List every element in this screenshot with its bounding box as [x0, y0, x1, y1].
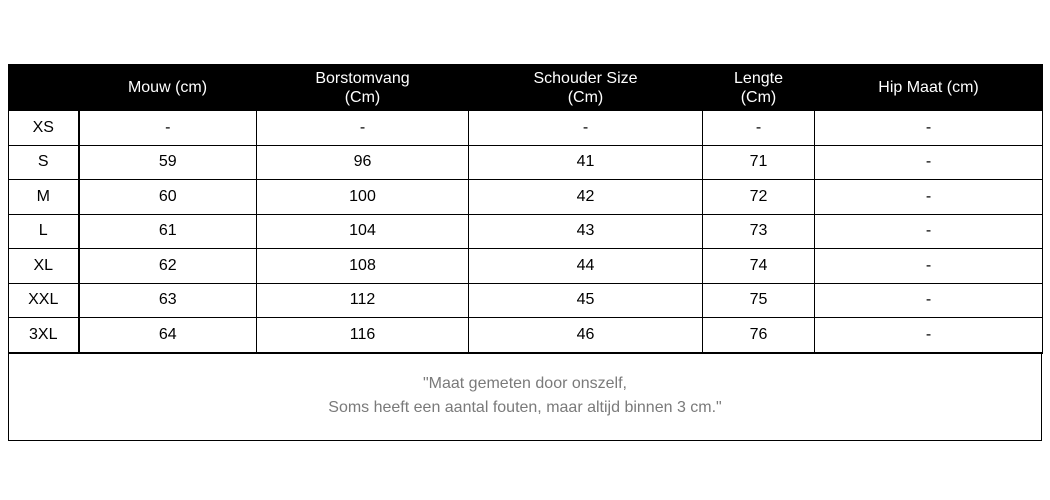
cell-size: S	[9, 145, 79, 180]
cell-sleeve: -	[79, 111, 257, 146]
cell-chest: 116	[257, 318, 469, 353]
cell-chest: 108	[257, 249, 469, 284]
cell-length: 72	[703, 180, 815, 215]
cell-chest: 100	[257, 180, 469, 215]
size-chart-body	[9, 111, 1043, 353]
cell-length: 76	[703, 318, 815, 353]
table-row	[9, 111, 1043, 146]
note-line-1: "Maat gemeten door onszelf,	[422, 375, 627, 392]
header-unit: (Cm)	[740, 88, 777, 106]
cell-length: -	[703, 111, 815, 146]
header-unit: (Cm)	[344, 88, 381, 106]
cell-hip: -	[815, 249, 1043, 284]
cell-sleeve: 59	[79, 145, 257, 180]
cell-size: M	[9, 180, 79, 215]
cell-chest: 112	[257, 283, 469, 318]
cell-shoulder: 42	[469, 180, 703, 215]
note-line-2: Soms heeft een aantal fouten, maar altijd binnen 3 cm."	[328, 399, 722, 416]
cell-sleeve: 64	[79, 318, 257, 353]
header-cell-hip	[815, 65, 1043, 111]
cell-chest: 96	[257, 145, 469, 180]
size-chart-table	[8, 64, 1043, 354]
table-row	[9, 180, 1043, 215]
header-cell-sleeve	[79, 65, 257, 111]
cell-hip: -	[815, 180, 1043, 215]
header-cell-chest	[257, 65, 469, 111]
header-cell-length	[703, 65, 815, 111]
table-row	[9, 283, 1043, 318]
table-row	[9, 214, 1043, 249]
cell-length: 73	[703, 214, 815, 249]
cell-shoulder: 45	[469, 283, 703, 318]
cell-sleeve: 60	[79, 180, 257, 215]
cell-shoulder: 46	[469, 318, 703, 353]
table-row	[9, 145, 1043, 180]
cell-chest: 104	[257, 214, 469, 249]
cell-hip: -	[815, 318, 1043, 353]
cell-chest: -	[257, 111, 469, 146]
header-label: Hip Maat (cm)	[878, 79, 979, 96]
cell-hip: -	[815, 111, 1043, 146]
cell-hip: -	[815, 214, 1043, 249]
header-unit: (Cm)	[567, 88, 604, 106]
header-row	[9, 65, 1043, 111]
cell-shoulder: 44	[469, 249, 703, 284]
cell-length: 74	[703, 249, 815, 284]
cell-size: XL	[9, 249, 79, 284]
cell-sleeve: 61	[79, 214, 257, 249]
cell-size: XS	[9, 111, 79, 146]
header-cell-shoulder	[469, 65, 703, 111]
cell-size: 3XL	[9, 318, 79, 353]
header-cell-size	[9, 65, 79, 111]
measurement-note	[8, 352, 1042, 441]
header-label: Schouder Size	[533, 69, 638, 87]
header-label: Lengte	[734, 69, 783, 87]
cell-sleeve: 62	[79, 249, 257, 284]
cell-size: L	[9, 214, 79, 249]
cell-hip: -	[815, 145, 1043, 180]
cell-sleeve: 63	[79, 283, 257, 318]
size-chart-header	[9, 65, 1043, 111]
cell-length: 75	[703, 283, 815, 318]
table-row	[9, 318, 1043, 353]
cell-hip: -	[815, 283, 1043, 318]
cell-shoulder: 43	[469, 214, 703, 249]
cell-shoulder: 41	[469, 145, 703, 180]
cell-shoulder: -	[469, 111, 703, 146]
cell-size: XXL	[9, 283, 79, 318]
table-row	[9, 249, 1043, 284]
cell-length: 71	[703, 145, 815, 180]
note-text	[9, 372, 1041, 420]
header-label: Mouw (cm)	[127, 79, 208, 96]
header-label: Borstomvang	[315, 69, 410, 87]
